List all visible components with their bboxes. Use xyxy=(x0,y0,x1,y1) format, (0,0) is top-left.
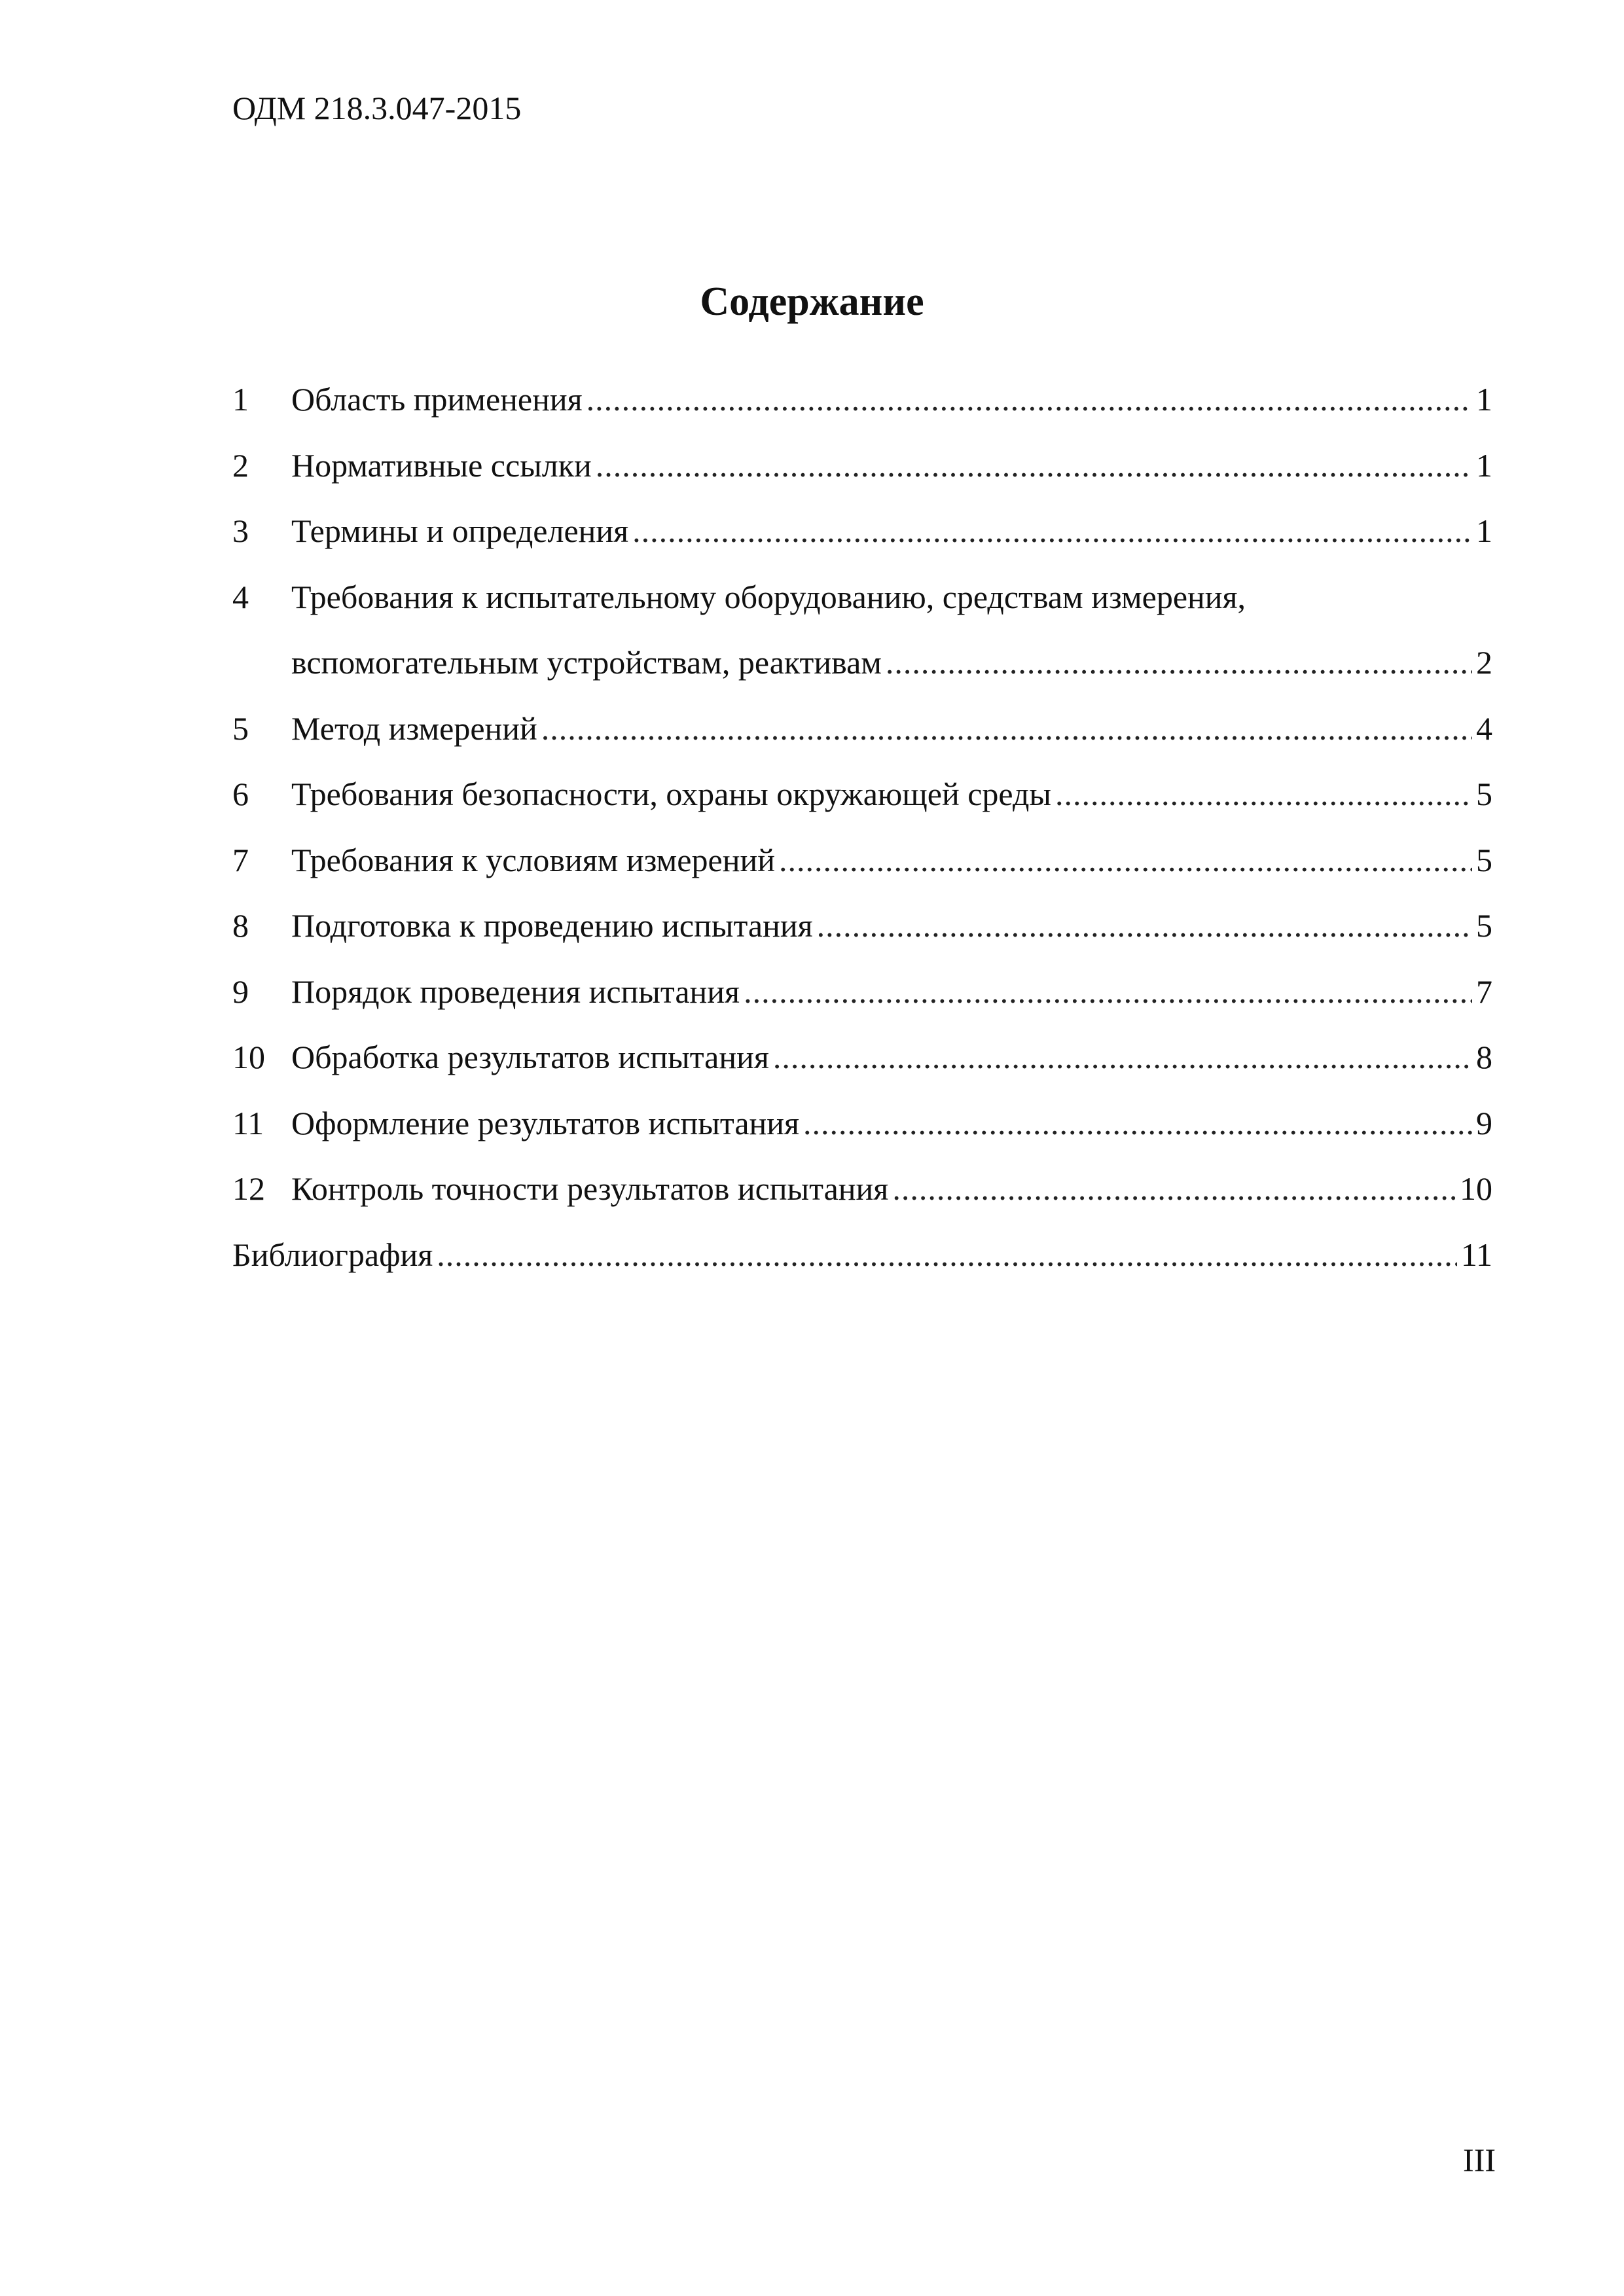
toc-entry-page: 1 xyxy=(1476,381,1492,418)
dot-leader xyxy=(596,449,1472,482)
toc-entry[interactable] xyxy=(232,514,1492,581)
toc-entry-number: 5 xyxy=(232,709,249,747)
toc-entry-title: Требования к испытательному оборудованию, средствам измерения, xyxy=(291,578,1246,615)
toc-entry[interactable] xyxy=(232,709,1492,778)
toc-entry-page: 5 xyxy=(1476,776,1492,812)
toc-entry-number: 2 xyxy=(232,446,249,484)
toc-entry-number: 3 xyxy=(232,512,249,549)
toc-entry-page: 1 xyxy=(1476,446,1492,484)
dot-leader xyxy=(586,383,1472,416)
toc-entry-number: 4 xyxy=(232,578,249,615)
toc-entry-title: Библиография xyxy=(232,1236,433,1273)
toc-entry-number: 9 xyxy=(232,973,249,1010)
dot-leader xyxy=(541,712,1472,745)
toc-entry-title: Контроль точности результатов испытания xyxy=(291,1170,889,1207)
toc-entry-title: Подготовка к проведению испытания xyxy=(291,907,813,944)
toc-entry-page: 8 xyxy=(1476,1039,1492,1075)
toc-entry[interactable] xyxy=(232,1172,1492,1238)
toc-entry-number: 8 xyxy=(232,907,249,944)
table-of-contents xyxy=(232,383,1492,1304)
toc-entry-title: Порядок проведения испытания xyxy=(291,973,740,1010)
dot-leader xyxy=(803,1107,1472,1139)
dot-leader xyxy=(437,1238,1457,1271)
toc-entry-number: 1 xyxy=(232,381,249,418)
toc-entry-title: Термины и определения xyxy=(291,512,629,549)
dot-leader xyxy=(817,909,1472,942)
dot-leader xyxy=(632,514,1472,547)
dot-leader xyxy=(892,1172,1456,1205)
toc-entry[interactable] xyxy=(232,1104,1492,1173)
toc-entry-title: вспомогательным устройствам, реактивам xyxy=(291,644,882,681)
toc-entry[interactable] xyxy=(232,909,1492,975)
dot-leader xyxy=(886,646,1472,679)
toc-entry[interactable] xyxy=(232,446,1492,515)
toc-entry-page: 2 xyxy=(1476,644,1492,681)
dot-leader xyxy=(779,844,1472,876)
toc-entry-title: Область применения xyxy=(291,381,583,418)
toc-entry[interactable] xyxy=(232,975,1492,1041)
toc-entry-title: Метод измерений xyxy=(291,709,537,747)
toc-entry-page: 5 xyxy=(1476,907,1492,944)
toc-entry-number: 12 xyxy=(232,1170,265,1207)
toc-entry-page: 7 xyxy=(1476,973,1492,1010)
toc-entry[interactable] xyxy=(232,383,1492,449)
toc-entry[interactable] xyxy=(232,841,1492,910)
document-code: ОДМ 218.3.047-2015 xyxy=(232,90,522,126)
toc-entry-page: 9 xyxy=(1476,1104,1492,1141)
page-number: III xyxy=(1463,2142,1496,2178)
toc-entry-page: 5 xyxy=(1476,841,1492,878)
toc-entry-title: Нормативные ссылки xyxy=(291,446,592,484)
toc-entry-title: Требования безопасности, охраны окружающей среды xyxy=(291,776,1051,812)
toc-entry[interactable] xyxy=(232,578,1492,647)
toc-entry-title: Требования к условиям измерений xyxy=(291,841,775,878)
toc-entry-page: 11 xyxy=(1460,1236,1492,1273)
dot-leader xyxy=(1055,778,1472,810)
toc-entry-page: 4 xyxy=(1476,709,1492,747)
page-title: Содержание xyxy=(700,279,924,324)
toc-entry-continuation[interactable] xyxy=(232,646,1492,712)
dot-leader xyxy=(773,1041,1472,1073)
toc-entry-page: 1 xyxy=(1476,512,1492,549)
toc-entry-number: 10 xyxy=(232,1039,265,1075)
toc-entry-title: Оформление результатов испытания xyxy=(291,1104,800,1141)
toc-entry-title: Обработка результатов испытания xyxy=(291,1039,769,1075)
toc-entry[interactable] xyxy=(232,1041,1492,1107)
toc-entry-number: 11 xyxy=(232,1104,264,1141)
toc-entry-bibliography[interactable] xyxy=(232,1238,1492,1304)
toc-entry-number: 7 xyxy=(232,841,249,878)
dot-leader xyxy=(744,975,1472,1008)
toc-entry[interactable] xyxy=(232,778,1492,844)
toc-entry-number: 6 xyxy=(232,776,249,812)
toc-entry-page: 10 xyxy=(1460,1170,1492,1207)
